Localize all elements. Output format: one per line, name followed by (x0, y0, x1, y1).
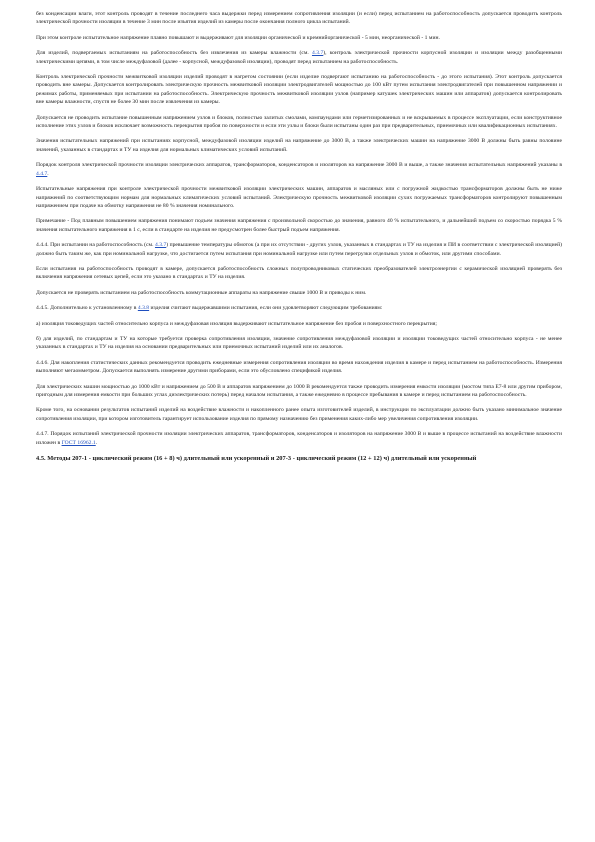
paragraph-text: Значения испытательных напряжений при испытаниях корпусной, междуфазовой изоляции изделий на напряжение до 3000 В, а также электрических машин на напряжение 3000 В должны быть равны половине значений, указанных в стандартах и ТУ на изделия для нормальных климатических условий испытаний. (36, 138, 562, 153)
paragraph (36, 359, 562, 376)
reference-link[interactable]: 4.3.7 (311, 50, 324, 57)
paragraph (36, 406, 562, 423)
paragraph (36, 383, 562, 400)
paragraph-text: Допускается не проверять испытанием на работоспособность коммутационные аппараты на напряжение свыше 1000 В и приводы к ним. (36, 289, 367, 296)
paragraph-text: Испытательные напряжения при контроле электрической прочности межвитковой изоляции электрических машин, аппаратов и масляных или с погружной жидкостью трансформаторов должны быть не ниже напряжений по соответствующим нормам для нормальных климатических условий испытаний. Электрическую прочность межвитковой изоляции сухих погружаемых трансформаторов контролируют повышенным напряжением при подаче на обмотку напряжения не 80 % значения номинального. (36, 186, 562, 209)
paragraph-text: Контроль электрической прочности межвитковой изоляции изделий проводят в нагретом состоянии (если изделие подвергают испытанию на работоспособность - до этого испытания). Этот контроль допускается проводить вне камеры. Допускается контролировать электрическую прочность межвитковой изоляции электродвигателей мощностью до 100 кВт путем испытания электродвигателей при повышенном напряжении и режимах работы, применяемых при испытании на работоспособность. Электрическую прочность межвитковой изоляции узлов (например катушек электрических машин или аппаратов) допускается контролировать вне камеры влажности, спустя не более 30 мин после извлечения из камеры. (36, 74, 562, 106)
paragraph-text: . (95, 439, 98, 446)
reference-link[interactable]: 4.4.7 (36, 170, 48, 177)
paragraph-text: б) для изделий, по стандартам и ТУ на которые требуется проверка сопротивления изоляции, значение сопротивления междуфазовой изоляции и изоляции токоведущих частей относительно корпуса - не менее указанных в стандартах и ТУ на изделия на основании предварительных или приемочных испытаний изделий или их аналогов. (36, 335, 562, 351)
paragraph-text: При этом контроле испытательное напряжение плавно повышают и выдерживают для изоляции органической и кремнийорганической - 5 мин, неорганической - 1 мин. (36, 34, 440, 41)
paragraph (36, 34, 562, 42)
paragraph (36, 73, 562, 107)
document-page (36, 10, 562, 470)
paragraph-text: . (47, 170, 49, 177)
paragraph-text: 4.4.6. Для накопления статистических данных рекомендуется проводить ежедневные измерения сопротивления изоляции во время нахождения изделия в камере и перед испытанием на работоспособность. Измерения выполняют мегаомметром. Допускается выполнять измерение другими приборами, если это обусловлено спецификой изделия. (36, 359, 562, 375)
paragraph (36, 10, 562, 27)
paragraph-text: Если испытания на работоспособность проводят в камере, допускается работоспособность сложных полупроводниковых статических преобразователей электроэнергии с керамической изоляцией проверять без включения напряжения сетевых цепей, если это указано в стандартах и ТУ на изделия. (36, 265, 562, 281)
paragraph (36, 161, 562, 178)
paragraph-text: Кроме того, на основании результатов испытаний изделий на воздействие влажности и накопленного ранее опыта изготовителей изделий, в инструкции по эксплуатации должно быть указано минимальное значение сопротивления изоляции, при котором изготовитель гарантирует использование изделия по прямому назначению без применения каких-либо мер увеличения сопротивления изоляции. (36, 407, 562, 422)
reference-link[interactable]: 4.3.7 (154, 242, 167, 249)
paragraph (36, 289, 562, 297)
paragraph (36, 137, 562, 154)
paragraph-text: Допускается не проводить испытание повышенным напряжением узлов и блоков, полностью залитых смолами, компаундами или герметизированных и не вскрываемых в процессе эксплуатации, если конструктивное исполнение этих узлов и блоков исключает возможность перекрытия пробоя по поверхности и если эти узлы и блоки были испытаны один раз при предварительных, приемочных или квалификационных испытаниях. (36, 114, 562, 130)
paragraph (36, 304, 562, 312)
section-heading (36, 454, 562, 463)
paragraph-text: 4.5. Методы 207-1 - циклический режим (16 + 8) ч) длительный или ускоренный и 207-3 - циклический режим (12 + 12) ч) длительный или ускоренный (36, 455, 477, 463)
paragraph (36, 114, 562, 131)
paragraph-text: а) изоляция токоведущих частей относительно корпуса и междуфазовая изоляция выдерживают испытательное напряжение без пробоя и поверхностного перекрытия; (36, 320, 437, 327)
paragraph (36, 217, 562, 234)
paragraph (36, 49, 562, 66)
paragraph-text: Примечание - Под плавным повышением напряжения понимают подъем значения напряжения с произвольной скоростью до значения, равного 40 % испытательного, и дальнейший подъем со скоростью порядка 5 % значения испытательного напряжения в 1 с, если в стандарте на изделия не предусмотрен более быстрый подъем напряжения. (36, 218, 562, 233)
paragraph (36, 320, 562, 328)
paragraph-text: изделия считают выдержавшими испытания, если они удовлетворяют следующим требованиям: (149, 305, 383, 312)
paragraph-text: Для изделий, подвергаемых испытаниям на работоспособность без извлечения из камеры влажности (см. (36, 50, 312, 57)
paragraph-text: без конденсации влаги, этот контроль проводят в течение последнего часа выдержки перед измерением сопротивления изоляции (и если) перед испытанием на работоспособность допускается проводить контроль электрической прочности изоляции в течение 3 мин после изъятия изделий из камеры после окончания полного цикла испытаний. (36, 11, 562, 26)
paragraph (36, 265, 562, 282)
paragraph-text: 4.4.4. При испытании на работоспособность (см. (36, 242, 155, 249)
paragraph-text: 4.4.7. Порядок испытаний электрической прочности изоляции электрических аппаратов, трансформаторов, конденсаторов и изоляторов на напряжение 3000 В и выше в процессе испытаний на воздействие влажности изложен в (36, 431, 562, 446)
paragraph-text: ), контроль электрической прочности корпусной изоляции и изоляции между разобщенными электрическими цепями, в том числе междуфазовой (далее - корпусной, междуфазовой изоляции), проводят перед испытанием на работоспособность. (36, 50, 562, 65)
paragraph-text: ) превышение температуры обмоток (а при их отсутствии - других узлов, указанных в стандартах и ТУ на изделия и ПИ в соответствии с электрической изоляцией) должно быть таким же, как при номинальной нагрузке, что достигается путем испытания при номинальной нагрузке или путем перегрузки отдельных узлов и обмоток, или другими способами. (36, 242, 562, 257)
paragraph (36, 185, 562, 210)
paragraph-text: Для электрических машин мощностью до 1000 кВт и напряжением до 500 В и аппаратов напряжением до 1000 В рекомендуется также проводить измерения емкости изоляции (мостом типа Е7-8 или другим прибором, пригодным для измерения емкости при больших углах диэлектрических потерь) перед началом испытания, а также ежедневно в процессе пребывания в камере и перед испытанием на работоспособность. (36, 383, 562, 398)
paragraph-text: 4.4.5. Дополнительно к установленному в (36, 305, 138, 312)
paragraph (36, 335, 562, 352)
paragraph-text: Порядок контроля электрической прочности изоляции электрических аппаратов, трансформаторов, конденсаторов и изоляторов на напряжение 3000 В и выше, а также значения испытательных напряжений указаны в (36, 162, 562, 169)
reference-link[interactable]: 4.3.8 (137, 305, 150, 312)
paragraph (36, 241, 562, 258)
paragraph (36, 430, 562, 447)
reference-link[interactable]: ГОСТ 16962.1 (61, 439, 96, 446)
